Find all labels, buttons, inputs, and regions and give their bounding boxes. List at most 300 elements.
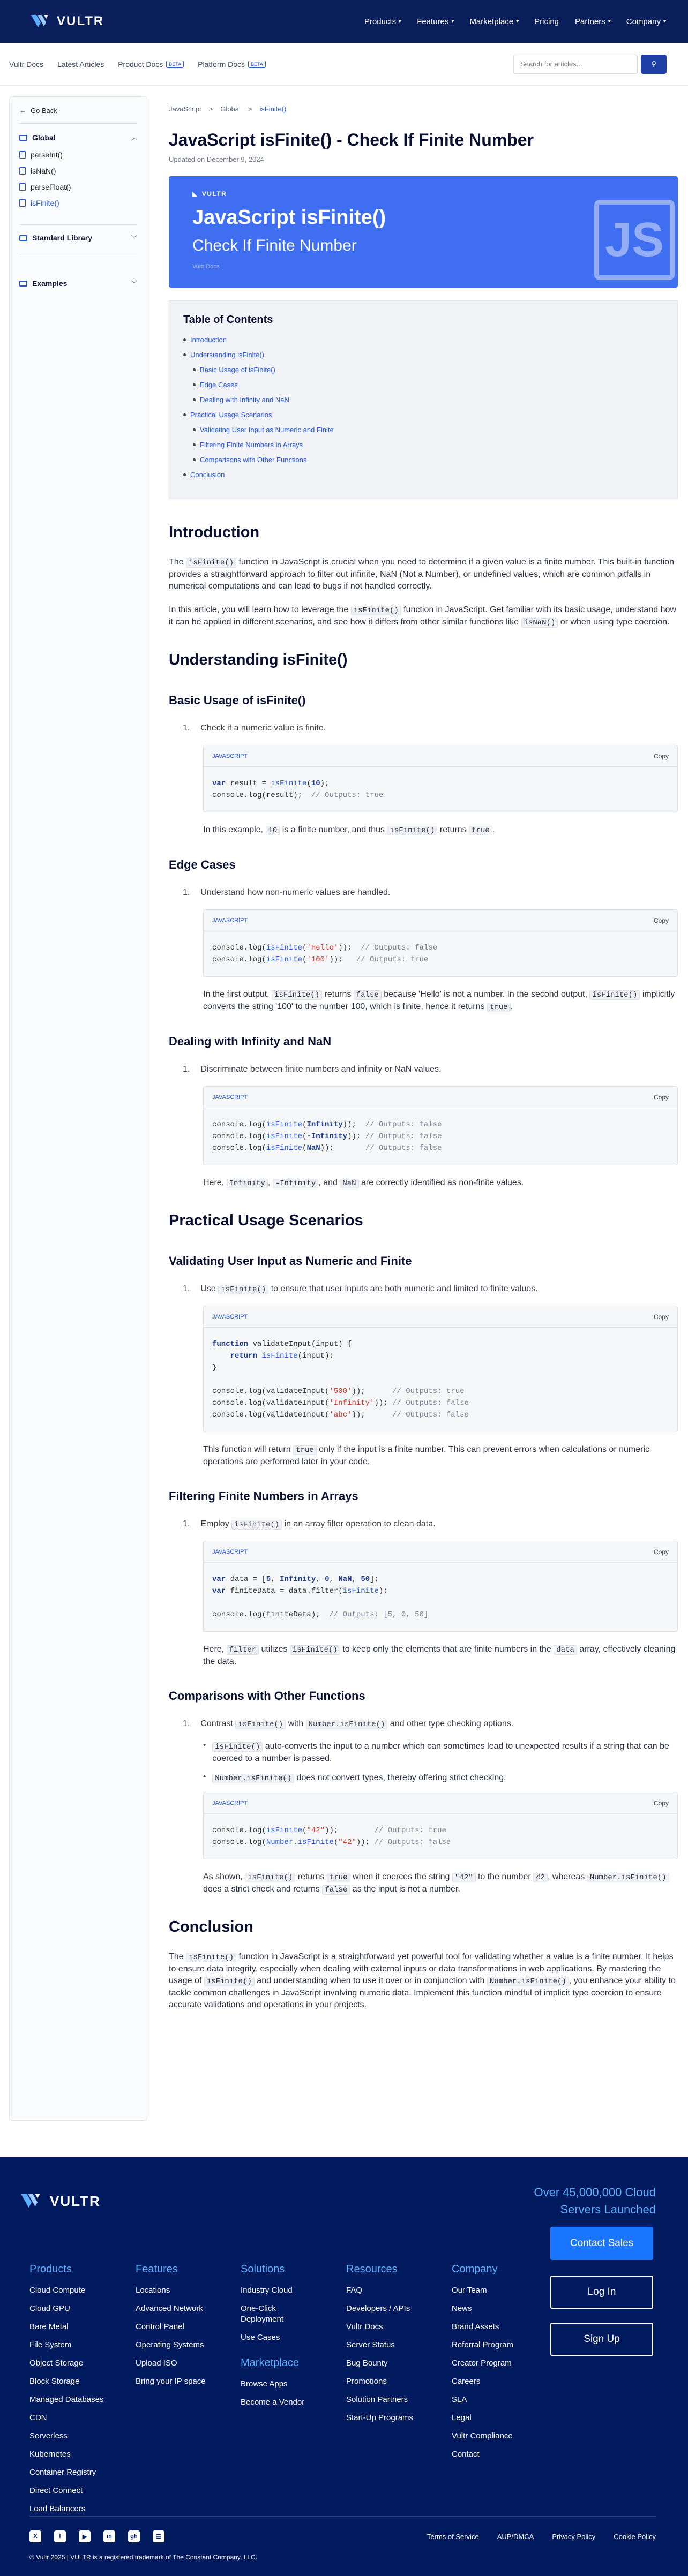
- vultr-logo-icon: [20, 2189, 43, 2213]
- nav-marketplace[interactable]: Marketplace ▾: [469, 17, 519, 26]
- subsection-heading: Filtering Finite Numbers in Arrays: [169, 1489, 358, 1503]
- toc-item[interactable]: [193, 381, 663, 389]
- step-item: [183, 1719, 678, 1729]
- footer-col-title: Resources: [346, 2263, 398, 2275]
- footer-link[interactable]: Bring your IP space: [136, 2377, 206, 2386]
- text: The: [169, 1952, 186, 1961]
- top-navbar: [0, 0, 688, 43]
- bullet-icon: [193, 398, 196, 401]
- code-content: var data = [5, Infinity, 0, NaN, 50]; var finiteData = data.filter(isFinite); console.log(finiteData); // Outputs: [5, 0, 50]: [212, 1575, 429, 1619]
- breadcrumb-separator: >: [208, 105, 213, 113]
- footer-link[interactable]: Locations: [136, 2286, 170, 2295]
- file-icon: [19, 199, 26, 207]
- sidebar-section-global[interactable]: [19, 133, 137, 142]
- sidebar-item-parsefloat[interactable]: [19, 183, 137, 191]
- footer-link[interactable]: Solution Partners: [346, 2395, 408, 2404]
- inline-code: data: [554, 1645, 577, 1655]
- inline-code: isFinite(): [351, 606, 401, 615]
- inline-code: isFinite(): [245, 1873, 295, 1882]
- text: returns: [295, 1872, 327, 1881]
- breadcrumb: [169, 105, 678, 113]
- toc-title: Table of Contents: [183, 314, 273, 326]
- platform-docs-label: Platform Docs: [198, 59, 245, 69]
- step-number: 1.: [183, 1284, 190, 1293]
- footer-link[interactable]: Creator Program: [452, 2359, 512, 2368]
- footer: [0, 2157, 688, 2576]
- banner-logo-text: VULTR: [201, 190, 227, 198]
- text: in an array filter operation to clean data.: [282, 1519, 436, 1528]
- sidebar: [9, 96, 147, 2121]
- code-block: [203, 1541, 678, 1632]
- footer-link[interactable]: Upload ISO: [136, 2359, 177, 2368]
- search-input[interactable]: [513, 55, 638, 74]
- inline-code: isFinite(): [235, 1720, 286, 1729]
- footer-link[interactable]: Object Storage: [29, 2359, 84, 2368]
- footer-link[interactable]: Block Storage: [29, 2377, 80, 2386]
- nav-features[interactable]: Features ▾: [417, 17, 454, 26]
- footer-link[interactable]: Industry Cloud: [241, 2286, 293, 2295]
- bullet-icon: [193, 443, 196, 446]
- text: are correctly identified as non-finite values.: [358, 1178, 524, 1187]
- text: with: [286, 1719, 306, 1728]
- text: does a strict check and returns: [203, 1885, 323, 1894]
- copyright: © Vultr 2025 | VULTR is a registered trademark of The Constant Company, LLC.: [29, 2554, 258, 2561]
- privacy-link[interactable]: Privacy Policy: [552, 2532, 596, 2541]
- bullet-icon: [193, 368, 196, 371]
- inline-code: true: [327, 1873, 350, 1882]
- code-header: [204, 910, 677, 931]
- item-label: parseFloat(): [31, 183, 71, 191]
- text: , whereas: [547, 1872, 587, 1881]
- text: As shown,: [203, 1872, 245, 1881]
- text: to the number: [475, 1872, 534, 1881]
- toc-item[interactable]: [193, 441, 663, 449]
- step-item: [183, 1284, 678, 1294]
- toc-item[interactable]: [183, 411, 663, 419]
- code-content: var result = isFinite(10); console.log(result); // Outputs: true: [212, 779, 384, 800]
- footer-link[interactable]: FAQ: [346, 2286, 363, 2295]
- code-language: JAVASCRIPT: [212, 752, 248, 759]
- text: Employ: [200, 1519, 232, 1528]
- footer-link[interactable]: Control Panel: [136, 2322, 184, 2331]
- step-body: [203, 1741, 678, 1896]
- text: ,: [267, 1178, 273, 1187]
- text: and understanding when to use it over or in conjunction with: [254, 1976, 487, 1985]
- brand-name: VULTR: [57, 14, 104, 28]
- inline-code: "42": [452, 1873, 476, 1882]
- search-icon: ⚲: [651, 59, 656, 68]
- footer-col-resources: [346, 2263, 413, 2431]
- main-nav: [364, 17, 665, 26]
- toc-label: Filtering Finite Numbers in Arrays: [200, 441, 303, 449]
- section-heading: Introduction: [169, 524, 260, 541]
- text: Contrast: [200, 1719, 236, 1728]
- legal-links: [427, 2533, 656, 2541]
- footer-link[interactable]: Direct Connect: [29, 2486, 83, 2495]
- copy-button[interactable]: Copy: [653, 1799, 669, 1807]
- text: returns: [437, 825, 469, 834]
- footer-col-title: Marketplace: [241, 2357, 299, 2369]
- step-text: Check if a numeric value is finite.: [200, 724, 326, 733]
- code-content: console.log(isFinite("42")); // Outputs: true console.log(Number.isFinite("42")); // Outputs: false: [212, 1826, 451, 1847]
- footer-link[interactable]: Browse Apps: [241, 2379, 288, 2389]
- step-body: [203, 1086, 678, 1189]
- footer-link[interactable]: Contact: [452, 2450, 480, 2459]
- footer-col-title: Solutions: [241, 2263, 285, 2275]
- code-header: [204, 1087, 677, 1108]
- github-icon[interactable]: gh: [128, 2530, 140, 2542]
- chevron-down-icon: ▾: [515, 18, 519, 25]
- copy-button[interactable]: Copy: [653, 1093, 669, 1101]
- text: Here,: [203, 1178, 227, 1187]
- item-label: isNaN(): [31, 167, 56, 175]
- x-icon[interactable]: X: [29, 2530, 41, 2542]
- text: implicitly converts the string '100' to the number 100, which is finite, hence it returns: [203, 990, 675, 1011]
- search-bar: [513, 55, 667, 74]
- bullet-icon: [183, 473, 186, 476]
- subsection-heading: Dealing with Infinity and NaN: [169, 1035, 332, 1048]
- code-block: [203, 745, 678, 812]
- file-icon: [19, 167, 26, 175]
- footer-link[interactable]: Advanced Network: [136, 2304, 203, 2313]
- footer-link[interactable]: Cloud Compute: [29, 2286, 86, 2295]
- javascript-logo-icon: [594, 200, 675, 280]
- code-language: JAVASCRIPT: [212, 1799, 248, 1806]
- inline-code: 42: [533, 1873, 548, 1882]
- footer-link[interactable]: Bare Metal: [29, 2322, 69, 2331]
- list-item: [203, 1741, 678, 1765]
- sidebar-item-parseint[interactable]: [19, 150, 137, 159]
- inline-code: isFinite(): [290, 1645, 340, 1655]
- code-language: JAVASCRIPT: [212, 917, 248, 924]
- text: auto-converts the input to a number which can sometimes lead to unexpected results if a string that can be coerced to a number is passed.: [212, 1742, 669, 1763]
- footer-link[interactable]: Container Registry: [29, 2468, 96, 2477]
- bullet-icon: •: [203, 1772, 206, 1781]
- toc-label: Conclusion: [190, 471, 225, 479]
- inline-code: isFinite(): [204, 1977, 255, 1986]
- breadcrumb-current: isFinite(): [259, 105, 287, 113]
- latest-articles-link[interactable]: Latest Articles: [57, 59, 104, 69]
- inline-code: Number.isFinite(): [212, 1774, 294, 1783]
- footer-link[interactable]: Load Balancers: [29, 2504, 86, 2513]
- intro-paragraph: [169, 604, 678, 629]
- footer-link[interactable]: Start-Up Programs: [346, 2413, 414, 2422]
- sidebar-section-examples[interactable]: [19, 279, 137, 288]
- text: , you enhance your ability to tackle common challenges in JavaScript involving numeric data. Implement this function mindful of implicit type coercion to ensure accurate validations and operations in your projects.: [169, 1976, 676, 2009]
- updated-date: Updated on December 9, 2024: [169, 155, 264, 163]
- toc-item[interactable]: [193, 456, 663, 464]
- footer-link[interactable]: File System: [29, 2340, 72, 2349]
- cookie-link[interactable]: Cookie Policy: [614, 2532, 656, 2541]
- toc-label: Validating User Input as Numeric and Finite: [200, 426, 334, 434]
- vultr-logo[interactable]: [30, 11, 104, 32]
- inline-code: true: [469, 826, 492, 835]
- code-header: [204, 1792, 677, 1814]
- explanation: [203, 989, 678, 1013]
- step-body: [203, 1541, 678, 1668]
- vultr-logo-icon: [30, 11, 51, 32]
- inline-code: isFinite(): [218, 1285, 268, 1294]
- step-item: [183, 1065, 678, 1074]
- nav-company[interactable]: Company ▾: [626, 17, 665, 26]
- step-text: Understand how non-numeric values are handled.: [200, 888, 391, 897]
- file-icon: [19, 151, 26, 159]
- section-label: Standard Library: [32, 234, 93, 242]
- chevron-down-icon: ▾: [607, 18, 610, 25]
- nav-partners[interactable]: Partners ▾: [575, 17, 610, 26]
- inline-code: isFinite(): [387, 826, 437, 835]
- code-header: [204, 1306, 677, 1328]
- toc-label: Practical Usage Scenarios: [190, 411, 272, 419]
- code-content: console.log(isFinite('Hello')); // Outputs: false console.log(isFinite('100')); // Outputs: true: [212, 944, 438, 964]
- section-label: Examples: [32, 279, 68, 288]
- item-label: isFinite(): [31, 199, 59, 207]
- footer-link[interactable]: Cloud GPU: [29, 2304, 70, 2313]
- footer-link[interactable]: Server Status: [346, 2340, 395, 2349]
- code-language: JAVASCRIPT: [212, 1094, 248, 1101]
- bullet-icon: [193, 428, 196, 431]
- inline-code: 10: [266, 826, 280, 835]
- step-body: [203, 909, 678, 1013]
- text: only if the input is a finite number. This can prevent errors when calculations or numeric operations are performed later in your code.: [203, 1445, 650, 1466]
- inline-code: isFinite(): [186, 558, 236, 568]
- code-header: [204, 1541, 677, 1563]
- step-text: [200, 1519, 435, 1529]
- copy-button[interactable]: Copy: [653, 1313, 669, 1321]
- rss-icon[interactable]: ☰: [153, 2530, 164, 2542]
- nav-pricing[interactable]: Pricing: [534, 17, 559, 26]
- footer-link[interactable]: CDN: [29, 2413, 47, 2422]
- footer-col-features: [136, 2263, 206, 2394]
- step-number: 1.: [183, 1065, 190, 1074]
- code-content: console.log(isFinite(Infinity)); // Outputs: false console.log(isFinite(-Infinity)); // Outputs: false console.log(isFinite(NaN)); // Outputs: false: [212, 1120, 442, 1153]
- intro-paragraph: [169, 556, 678, 592]
- nav-products[interactable]: Products ▾: [364, 17, 401, 26]
- step-number: 1.: [183, 724, 190, 733]
- signup-button[interactable]: Sign Up: [550, 2323, 653, 2356]
- footer-link[interactable]: Referral Program: [452, 2340, 514, 2349]
- copy-button[interactable]: Copy: [653, 1548, 669, 1556]
- inline-code: Number.isFinite(): [306, 1720, 388, 1729]
- section-heading: Practical Usage Scenarios: [169, 1212, 363, 1229]
- text: In the first output,: [203, 990, 272, 999]
- search-button[interactable]: [641, 55, 667, 74]
- terms-link[interactable]: Terms of Service: [427, 2532, 479, 2541]
- text: function in JavaScript is crucial when you need to determine if a given value is a finite number. This built-in function provides a straightforward approach to filter out infinite, NaN (Not a Number), or undefined values, which are common pitfalls in numerical computations and can lead to bugs if not handled correctly.: [169, 558, 675, 591]
- vultr-docs-link[interactable]: Vultr Docs: [9, 59, 44, 69]
- footer-link[interactable]: Vultr Docs: [346, 2322, 383, 2331]
- text: , and: [318, 1178, 340, 1187]
- text: is a finite number, and thus: [280, 825, 387, 834]
- table-of-contents: [169, 300, 678, 499]
- toc-item[interactable]: [183, 351, 663, 359]
- servers-count: Over 45,000,000 Cloud Servers Launched: [534, 2186, 656, 2216]
- text: Use: [200, 1284, 219, 1293]
- toc-item[interactable]: [183, 336, 663, 344]
- banner-title: JavaScript isFinite(): [192, 206, 386, 229]
- sidebar-item-isfinite[interactable]: [19, 199, 137, 207]
- section-heading: Conclusion: [169, 1918, 253, 1935]
- explanation: [203, 1871, 678, 1896]
- footer-col-title: Products: [29, 2263, 72, 2275]
- sidebar-item-isnan[interactable]: [19, 167, 137, 175]
- code-block: [203, 909, 678, 977]
- chevron-down-icon: ﹀: [131, 281, 137, 287]
- js-logo-text: JS: [604, 213, 664, 267]
- step-item: [183, 1519, 678, 1529]
- footer-link[interactable]: Use Cases: [241, 2333, 280, 2342]
- explanation: [203, 824, 678, 837]
- sidebar-section-stdlib[interactable]: [19, 234, 137, 253]
- step-text: Discriminate between finite numbers and infinity or NaN values.: [200, 1065, 442, 1074]
- step-number: 1.: [183, 1719, 190, 1728]
- text: utilizes: [259, 1645, 290, 1654]
- breadcrumb-javascript[interactable]: JavaScript: [169, 105, 201, 113]
- folder-icon: [19, 235, 27, 241]
- go-back-link[interactable]: [19, 107, 137, 124]
- toc-item[interactable]: [183, 471, 663, 479]
- footer-col-title: Features: [136, 2263, 178, 2275]
- toc-label: Comparisons with Other Functions: [200, 456, 307, 464]
- copy-button[interactable]: Copy: [653, 916, 669, 924]
- code-language: JAVASCRIPT: [212, 1313, 248, 1320]
- bullet-icon: [183, 353, 186, 356]
- footer-link[interactable]: One-Click Deployment: [241, 2304, 284, 2324]
- bullet-icon: [193, 458, 196, 461]
- section-label: Global: [32, 133, 56, 142]
- step-number: 1.: [183, 888, 190, 897]
- inline-code: true: [293, 1445, 317, 1455]
- inline-code: isFinite(): [186, 1953, 236, 1962]
- footer-logo[interactable]: [20, 2189, 101, 2213]
- inline-code: isFinite(): [589, 990, 640, 1000]
- copy-button[interactable]: Copy: [653, 752, 669, 760]
- footer-col-title: Company: [452, 2263, 498, 2275]
- chevron-down-icon: ﹀: [131, 235, 137, 242]
- aup-link[interactable]: AUP/DMCA: [497, 2532, 534, 2541]
- footer-link[interactable]: Developers / APIs: [346, 2304, 410, 2313]
- inline-code: Infinity: [227, 1179, 268, 1188]
- text: Here,: [203, 1645, 227, 1654]
- subsection-heading: Edge Cases: [169, 858, 236, 871]
- text: to ensure that user inputs are both numeric and limited to finite values.: [268, 1284, 538, 1293]
- platform-docs-link[interactable]: [198, 60, 266, 69]
- footer-link[interactable]: Bug Bounty: [346, 2359, 388, 2368]
- arrow-left-icon: ←: [19, 107, 26, 115]
- chevron-up-icon: ︿: [131, 135, 137, 141]
- bullet-icon: [183, 413, 186, 416]
- code-block: [203, 1306, 678, 1432]
- text: The: [169, 558, 186, 567]
- text: returns: [322, 990, 354, 999]
- footer-link[interactable]: Promotions: [346, 2377, 387, 2386]
- explanation: [203, 1177, 678, 1189]
- inline-code: Number.isFinite(): [587, 1873, 669, 1882]
- footer-brand: VULTR: [50, 2193, 101, 2209]
- step-number: 1.: [183, 1519, 190, 1528]
- step-item: [183, 888, 678, 898]
- step-item: [183, 724, 678, 733]
- vultr-logo-icon: ◣: [192, 190, 198, 198]
- text: .: [492, 825, 495, 834]
- text: array, effectively cleaning the data.: [203, 1645, 676, 1666]
- footer-link[interactable]: Vultr Compliance: [452, 2431, 513, 2441]
- step-text: [200, 1719, 513, 1729]
- toc-label: Basic Usage of isFinite(): [200, 366, 275, 374]
- footer-link[interactable]: SLA: [452, 2395, 467, 2404]
- text: or when using type coercion.: [558, 617, 670, 627]
- code-content: function validateInput(input) { return isFinite(input); } console.log(validateInput('500')); // Outputs: true console.log(validateInput('Infinity')); // Outputs: false console.log(validateInput('abc')); // Outputs: false: [212, 1340, 469, 1419]
- beta-badge: BETA: [166, 61, 184, 68]
- footer-link[interactable]: Become a Vendor: [241, 2398, 305, 2407]
- contact-sales-button[interactable]: Contact Sales: [550, 2227, 653, 2260]
- bullet-icon: [183, 338, 186, 341]
- toc-item[interactable]: [193, 366, 663, 374]
- explanation: [203, 1444, 678, 1468]
- linkedin-icon[interactable]: in: [103, 2530, 115, 2542]
- inline-code: false: [322, 1885, 350, 1895]
- footer-col-company: [452, 2263, 513, 2467]
- footer-link[interactable]: News: [452, 2304, 472, 2313]
- toc-label: Understanding isFinite(): [190, 351, 265, 359]
- youtube-icon[interactable]: ▶: [79, 2530, 91, 2542]
- text: This function will return: [203, 1445, 294, 1454]
- footer-link[interactable]: Brand Assets: [452, 2322, 499, 2331]
- toc-label: Introduction: [190, 336, 227, 344]
- file-icon: [19, 183, 26, 191]
- login-button[interactable]: Log In: [550, 2276, 653, 2309]
- explanation: [203, 1644, 678, 1668]
- text: to keep only the elements that are finite numbers in the: [340, 1645, 554, 1654]
- text: does not convert types, thereby offering strict checking.: [294, 1773, 506, 1782]
- inline-code: -Infinity: [273, 1179, 319, 1188]
- item-label: parseInt(): [31, 150, 63, 159]
- code-header: [204, 745, 677, 767]
- footer-link[interactable]: Managed Databases: [29, 2395, 104, 2404]
- folder-icon: [19, 135, 27, 141]
- text: .: [510, 1002, 513, 1011]
- breadcrumb-global[interactable]: Global: [220, 105, 241, 113]
- inline-code: NaN: [340, 1179, 358, 1188]
- docs-subnav: [0, 43, 688, 86]
- footer-link[interactable]: Serverless: [29, 2431, 68, 2441]
- facebook-icon[interactable]: f: [54, 2530, 66, 2542]
- toc-item[interactable]: [193, 396, 663, 404]
- footer-link[interactable]: Operating Systems: [136, 2340, 204, 2349]
- footer-link[interactable]: Careers: [452, 2377, 481, 2386]
- footer-link[interactable]: Kubernetes: [29, 2450, 71, 2459]
- bullet-icon: •: [203, 1741, 206, 1750]
- banner-footer: Vultr Docs: [192, 263, 220, 270]
- section-heading: Understanding isFinite(): [169, 651, 348, 668]
- chevron-down-icon: ▾: [662, 18, 665, 25]
- text: function in JavaScript. Get familiar with its basic usage, understand how it can be applied in different scenarios, and see how it differs from other similar functions like: [169, 605, 676, 627]
- beta-badge: BETA: [248, 61, 266, 68]
- inline-code: isFinite(): [272, 990, 322, 1000]
- footer-link[interactable]: Our Team: [452, 2286, 487, 2295]
- subsection-heading: Comparisons with Other Functions: [169, 1689, 365, 1703]
- chevron-down-icon: ▾: [451, 18, 454, 25]
- footer-col-solutions: [241, 2263, 321, 2415]
- product-docs-link[interactable]: [118, 60, 184, 69]
- footer-link[interactable]: Legal: [452, 2413, 472, 2422]
- inline-code: Number.isFinite(): [487, 1977, 569, 1986]
- banner-subtitle: Check If Finite Number: [192, 237, 357, 254]
- code-block: [203, 1086, 678, 1165]
- page-title: JavaScript isFinite() - Check If Finite Number: [169, 130, 534, 149]
- toc-item[interactable]: [193, 426, 663, 434]
- code-block: [203, 1792, 678, 1859]
